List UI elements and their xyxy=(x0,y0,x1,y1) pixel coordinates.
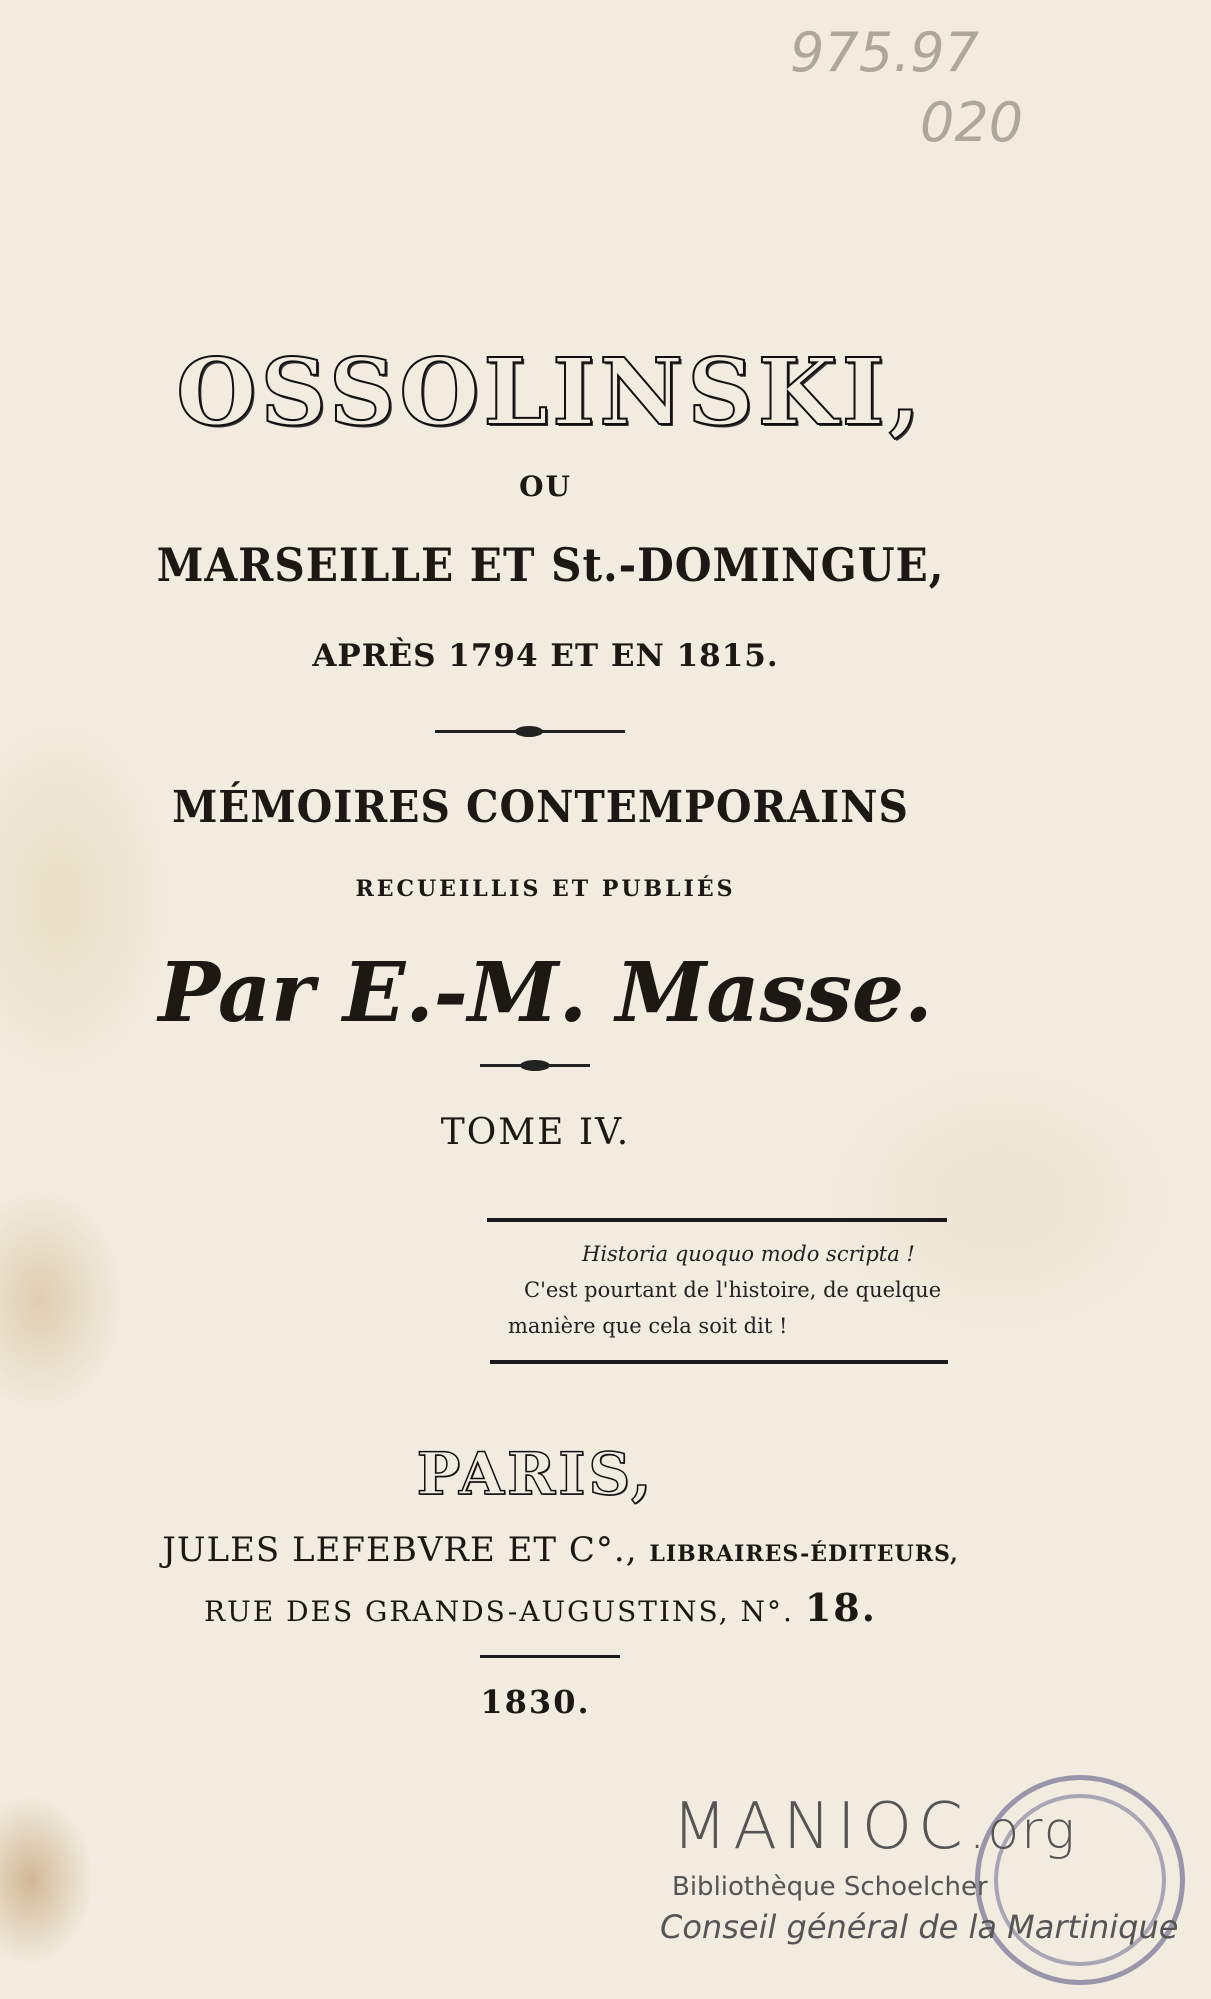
ornament-center xyxy=(520,1060,550,1071)
shelfmark-line-1: 975.97 xyxy=(790,21,979,84)
subtitle-line-2: APRÈS 1794 ET EN 1815. xyxy=(312,638,779,674)
watermark-library: Bibliothèque Schoelcher xyxy=(672,1872,988,1902)
imprint-city: PARIS, xyxy=(416,1440,655,1508)
address-number: 18. xyxy=(804,1585,877,1630)
address-prefix: RUE DES GRANDS-AUGUSTINS, N°. xyxy=(204,1595,794,1628)
publisher-name: JULES LEFEBVRE ET C°., xyxy=(162,1530,638,1570)
publisher-role: LIBRAIRES-ÉDITEURS, xyxy=(649,1541,959,1567)
epigraph-latin: Historia quoquo modo scripta ! xyxy=(582,1242,915,1266)
author-line: Par E.-M. Masse. xyxy=(158,945,933,1041)
book-title: OSSOLINSKI, xyxy=(176,338,925,446)
manioc-logo xyxy=(672,1790,1077,1864)
epigraph-french-line-1: C'est pourtant de l'histoire, de quelque xyxy=(524,1278,942,1302)
volume-number: TOME IV. xyxy=(440,1112,631,1153)
subtitle-line-1: MARSEILLE ET St.-DOMINGUE, xyxy=(156,538,945,592)
ornamental-rule-2 xyxy=(480,1064,590,1067)
ornamental-rule-1 xyxy=(435,730,625,733)
editorial-note: RECUEILLIS ET PUBLIÉS xyxy=(355,876,736,902)
epigraph-bottom-rule xyxy=(490,1360,948,1364)
shelfmark-line-2: 020 xyxy=(920,91,1024,154)
address-line xyxy=(0,1585,1146,1630)
epigraph-french-line-2: manière que cela soit dit ! xyxy=(508,1314,788,1338)
publication-year: 1830. xyxy=(480,1683,591,1721)
ornament-center xyxy=(515,726,543,737)
logo-main: MANIOC xyxy=(672,1790,969,1864)
epigraph-top-rule xyxy=(487,1218,947,1222)
imprint-rule xyxy=(480,1655,620,1658)
handwritten-shelfmark xyxy=(790,18,1023,158)
watermark-council: Conseil général de la Martinique xyxy=(660,1908,1179,1946)
publisher-line xyxy=(0,1530,1166,1570)
logo-suffix: .org xyxy=(968,1801,1077,1861)
genre-heading: MÉMOIRES CONTEMPORAINS xyxy=(172,782,909,833)
title-conjunction: OU xyxy=(519,470,572,503)
